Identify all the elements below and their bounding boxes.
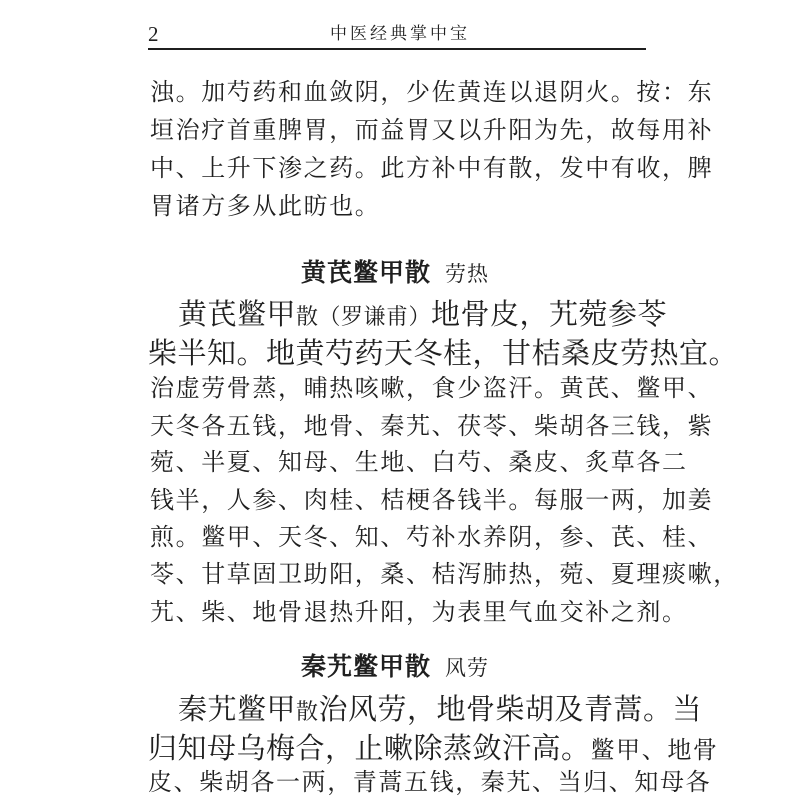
verse-line — [178, 690, 702, 732]
verse-text: 黄芪鳖甲 — [178, 297, 297, 331]
formula-title: 秦艽鳖甲散 — [301, 652, 432, 681]
body-line: 艽、柴、地骨退热升阳，为表里气血交补之剂。 — [150, 598, 688, 626]
verse-text: 治风劳，地骨柴胡及青蒿。当 — [318, 692, 703, 726]
body-line: 钱半，人参、肉桂、桔梗各钱半。每服一两，加姜 — [150, 486, 714, 514]
intro-line: 垣治疗首重脾胃，而益胃又以升阳为先，故每用补 — [150, 116, 714, 144]
page-header — [148, 20, 646, 48]
intro-line: 中、上升下渗之药。此方补中有散，发中有收，脾 — [150, 154, 714, 182]
verse-note: 散（罗谦甫） — [296, 305, 432, 330]
verse-text: 归知母乌梅合，止嗽除蒸敛汗高。 — [148, 731, 591, 765]
intro-line: 胃诸方多从此昉也。 — [150, 192, 381, 220]
verse-line: 柴半知。地黄芍药天冬桂，甘桔桑皮劳热宜。 — [148, 336, 739, 370]
body-line: 皮、柴胡各一两，青蒿五钱，秦艽、当归、知母各 — [148, 768, 712, 796]
body-line: 天冬各五钱，地骨、秦艽、茯苓、柴胡各三钱，紫 — [150, 412, 714, 440]
body-inline: 鳖甲、地骨 — [590, 736, 719, 764]
body-line: 菀、半夏、知母、生地、白芍、桑皮、炙草各二 — [150, 448, 688, 476]
verse-line — [178, 295, 667, 337]
verse-text: 地骨皮，艽菀参苓 — [431, 297, 668, 331]
formula-category: 风劳 — [445, 656, 490, 680]
body-line: 煎。鳖甲、天冬、知、芍补水养阴，参、芪、桂、 — [150, 523, 714, 551]
body-line: 苓、甘草固卫助阳，桑、桔泻肺热，菀、夏理痰嗽， — [150, 560, 739, 588]
verse-line — [148, 729, 719, 769]
formula-title: 黄芪鳖甲散 — [301, 258, 432, 287]
header-rule — [148, 48, 646, 50]
verse-note: 散 — [296, 700, 319, 725]
running-title: 中医经典掌中宝 — [330, 24, 470, 44]
page-number: 2 — [148, 22, 159, 46]
section-heading — [301, 650, 489, 687]
formula-category: 劳热 — [445, 262, 490, 286]
intro-line: 浊。加芍药和血敛阴，少佐黄连以退阴火。按：东 — [150, 78, 714, 106]
verse-text: 秦艽鳖甲 — [178, 692, 297, 726]
body-line: 治虚劳骨蒸，晡热咳嗽，食少盗汗。黄芪、鳖甲、 — [150, 374, 714, 402]
section-heading — [301, 256, 489, 293]
